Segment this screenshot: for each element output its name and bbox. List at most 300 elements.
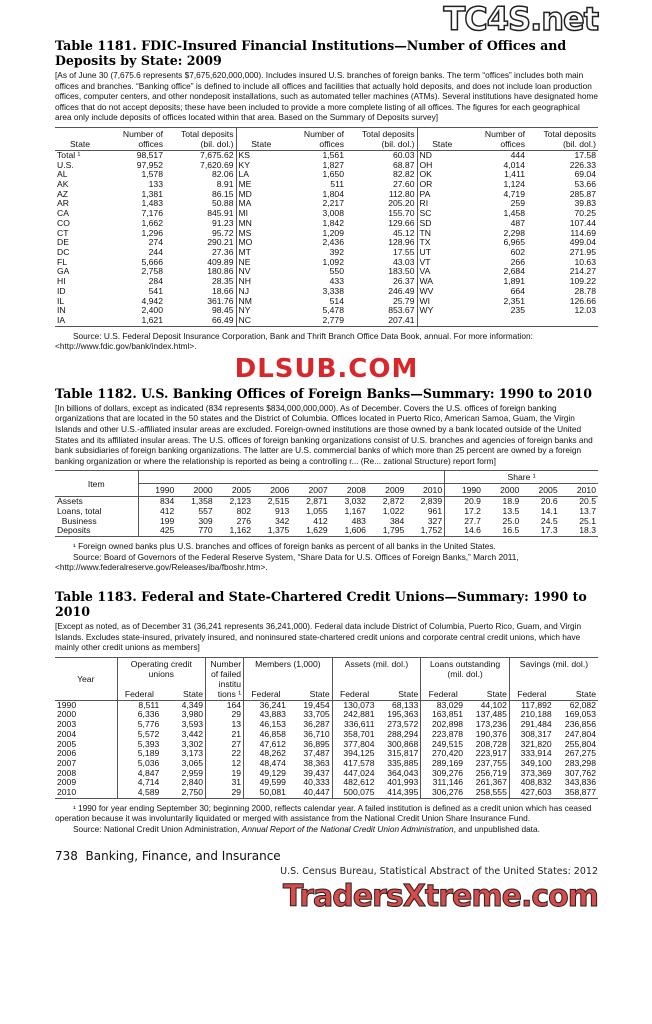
state-cell	[55, 199, 105, 209]
offices-cell: 284	[148, 277, 163, 287]
deposits-cell: 499.04	[569, 238, 596, 248]
state-cell	[236, 316, 286, 326]
page-footer	[55, 849, 598, 864]
year-label: 2008	[57, 768, 77, 778]
offices-cell: 1,842	[322, 218, 344, 228]
value-cell: 47,612	[244, 740, 288, 750]
value-cell: 364,043	[387, 768, 419, 778]
state-cell	[417, 199, 467, 209]
offices-cell: 514	[329, 296, 344, 306]
value-cell: 333,914	[509, 749, 553, 759]
value-cell: 62,082	[569, 700, 596, 710]
value-cell: 3,980	[181, 710, 204, 720]
deposits-cell: 10.63	[574, 257, 596, 267]
state-cell	[236, 277, 286, 287]
value-cell: 414,395	[387, 788, 419, 798]
table-row	[55, 209, 598, 219]
offices-cell: 1,483	[141, 199, 163, 209]
state-label: NC	[238, 315, 251, 325]
deposits-cell: 82.06	[211, 170, 234, 180]
offices-cell: 1,891	[503, 277, 525, 287]
col-year: 2007	[291, 484, 329, 497]
col-state: State	[554, 685, 598, 700]
state-label: MS	[238, 228, 252, 238]
value-cell: 164	[206, 700, 244, 710]
state-label: MT	[238, 248, 251, 257]
col-federal: Federal	[244, 685, 288, 700]
col-state: State	[236, 127, 286, 150]
value-cell: 33,705	[303, 710, 330, 720]
state-cell	[236, 170, 286, 180]
table-1181-source: Source: U.S. Federal Deposit Insurance Corporation, Bank and Thrift Branch Office Data Book, annual. For more information: <http://www.fdic.gov/bank/index.html>.	[55, 330, 533, 352]
offices-cell: 5,478	[322, 306, 344, 316]
value-cell: 291,484	[509, 720, 553, 730]
value-cell: 13	[206, 720, 244, 730]
state-label: ME	[238, 180, 252, 190]
value-cell: 4,714	[117, 778, 161, 788]
value-cell: 237,755	[475, 758, 507, 768]
state-cell	[55, 267, 105, 277]
table-1182-footnote: ¹ Foreign owned banks plus U.S. branches and offices of foreign banks as percent of all banks in the United States.	[73, 541, 496, 552]
deposits-cell: 845.91	[207, 209, 234, 219]
state-label: SD	[419, 218, 432, 228]
value-cell: 36,287	[303, 720, 330, 730]
value-cell: 412	[138, 507, 176, 517]
value-cell: 1,375	[267, 526, 290, 536]
state-label: MI	[238, 209, 249, 219]
col-group-operating: Operating credit unions	[117, 657, 206, 685]
share-cell: 20.6	[540, 496, 558, 507]
item-cell	[55, 526, 138, 536]
share-cell: 14.1	[540, 507, 558, 517]
table-row	[55, 788, 598, 798]
value-cell: 40,447	[303, 788, 330, 798]
col-year: 2009	[368, 484, 406, 497]
table-row	[55, 161, 598, 171]
value-cell: 273,572	[387, 720, 419, 730]
state-label: ND	[419, 150, 432, 160]
value-cell: 394,125	[332, 749, 376, 759]
value-cell: 29	[206, 710, 244, 720]
state-label: SC	[419, 209, 432, 219]
deposits-cell: 180.86	[207, 267, 234, 277]
offices-cell: 550	[329, 267, 344, 277]
state-cell	[417, 316, 467, 326]
state-label: PA	[419, 189, 431, 199]
offices-cell: 259	[510, 199, 525, 209]
state-cell	[236, 180, 286, 190]
value-cell: 425	[138, 526, 176, 536]
offices-cell: 664	[510, 286, 525, 296]
value-cell: 40,333	[303, 778, 330, 788]
col-share-year: 2000	[483, 484, 521, 497]
value-cell: 307,762	[564, 768, 596, 778]
state-cell	[55, 219, 105, 229]
value-cell: 270,420	[421, 749, 465, 759]
col-state: State	[465, 685, 509, 700]
value-cell: 4,589	[117, 788, 161, 798]
value-cell: 199	[138, 517, 176, 527]
year-cell	[55, 720, 117, 730]
state-label: CT	[57, 228, 69, 238]
col-deposits: Total deposits (bil. dol.)	[165, 127, 236, 150]
deposits-cell: 853.67	[388, 306, 415, 316]
col-offices: Number of offices	[286, 127, 346, 150]
deposits-cell: 70.25	[574, 209, 596, 219]
value-cell: 961	[427, 507, 443, 517]
deposits-cell: 60.03	[392, 150, 415, 160]
value-cell: 384	[389, 516, 405, 526]
state-label: Total ¹	[57, 150, 81, 160]
value-cell: 5,036	[117, 759, 161, 769]
state-cell	[417, 180, 467, 190]
state-label: WI	[419, 296, 430, 306]
value-cell: 249,515	[421, 740, 465, 750]
table-1183-section	[55, 589, 598, 835]
deposits-cell: 39.83	[574, 199, 596, 209]
table-1181-title: Table 1181. FDIC-Insured Financial Institutions—Number of Offices and Deposits by State: 2009	[55, 38, 567, 68]
state-label: OK	[419, 170, 432, 180]
value-cell: 50,081	[244, 788, 288, 798]
value-cell: 309,276	[421, 769, 465, 779]
year-cell	[55, 788, 117, 798]
value-cell: 195,363	[387, 710, 419, 720]
value-cell: 401,993	[387, 778, 419, 788]
value-cell: 447,024	[332, 769, 376, 779]
state-cell	[417, 229, 467, 239]
value-cell: 5,393	[117, 740, 161, 750]
col-item: Item	[55, 471, 138, 497]
offices-cell: 1,296	[141, 228, 163, 238]
value-cell: 43,883	[244, 710, 288, 720]
deposits-cell: 107.44	[569, 218, 596, 228]
deposits-cell: 128.96	[388, 238, 415, 248]
state-cell	[55, 277, 105, 287]
value-cell: 49,129	[244, 769, 288, 779]
state-cell	[236, 199, 286, 209]
col-federal: Federal	[421, 685, 465, 700]
value-cell: 1,629	[306, 526, 328, 536]
state-cell	[55, 287, 105, 297]
value-cell: 4,847	[117, 769, 161, 779]
col-year: 1990	[138, 484, 176, 497]
value-cell: 3,173	[181, 749, 204, 759]
state-label: AL	[57, 170, 68, 180]
value-cell: 2,123	[229, 496, 251, 507]
value-cell: 770	[198, 526, 213, 536]
state-label: WA	[419, 277, 434, 287]
state-cell	[417, 219, 467, 229]
deposits-cell: 109.22	[569, 277, 596, 287]
watermark-middle-band	[55, 352, 598, 386]
col-failed: Number of failed institu tions ¹	[206, 657, 244, 700]
col-group-years	[138, 471, 445, 484]
value-cell: 83,029	[421, 700, 465, 710]
table-row	[55, 720, 598, 730]
offices-cell: 2,684	[503, 267, 525, 277]
watermark-bottom-band	[55, 878, 598, 918]
year-cell	[55, 759, 117, 769]
value-cell: 258,555	[475, 788, 507, 798]
year-cell	[55, 769, 117, 779]
share-cell: 18.9	[502, 496, 520, 507]
table-row	[55, 170, 598, 180]
deposits-cell: 43.03	[392, 257, 415, 267]
col-deposits: Total deposits (bil. dol.)	[527, 127, 598, 150]
value-cell: 242,881	[332, 710, 376, 720]
table-1182	[55, 470, 598, 537]
deposits-cell: 214.27	[569, 267, 596, 277]
state-cell	[55, 209, 105, 219]
value-cell: 373,369	[509, 769, 553, 779]
offices-cell: 7,176	[141, 209, 163, 219]
year-cell	[55, 740, 117, 750]
state-label: HI	[57, 277, 66, 287]
watermark-logo-bottom: TradersXtreme.com	[283, 878, 598, 914]
watermark-top-band	[55, 0, 598, 38]
value-cell: 309	[198, 516, 213, 526]
table-1182-body	[55, 497, 598, 537]
state-label: CA	[57, 209, 69, 219]
offices-cell: 1,411	[504, 170, 525, 180]
state-label: VT	[419, 257, 431, 267]
table-row	[55, 219, 598, 229]
deposits-cell: 17.55	[392, 248, 415, 257]
value-cell: 412	[313, 516, 328, 526]
col-state: State	[288, 685, 332, 700]
state-cell	[236, 258, 286, 268]
offices-cell: 3,338	[322, 286, 344, 296]
state-label: NE	[238, 257, 251, 267]
value-cell: 321,820	[509, 740, 553, 750]
deposits-cell: 7,620.69	[200, 160, 234, 170]
table-row	[55, 258, 598, 268]
table-1182-title: Table 1182. U.S. Banking Offices of Foreign Banks—Summary: 1990 to 2010	[55, 385, 592, 401]
offices-cell: 1,458	[503, 209, 525, 219]
table-row	[55, 306, 598, 316]
deposits-cell: 271.95	[569, 248, 596, 257]
state-cell	[417, 150, 467, 160]
deposits-cell: 155.70	[388, 209, 415, 219]
value-cell: 3,593	[181, 720, 204, 730]
offices-cell: 6,965	[503, 238, 525, 248]
value-cell: 36,241	[244, 700, 288, 710]
state-cell	[236, 238, 286, 248]
deposits-cell: 27.60	[392, 180, 415, 190]
value-cell: 327	[427, 516, 443, 526]
deposits-cell	[527, 316, 598, 326]
col-year: 2006	[253, 484, 291, 497]
year-cell	[55, 778, 117, 788]
state-cell	[55, 258, 105, 268]
offices-cell: 444	[510, 150, 525, 160]
table-row	[55, 248, 598, 258]
state-cell	[236, 248, 286, 258]
value-cell: 3,065	[181, 758, 204, 768]
state-label: U.S.	[57, 160, 74, 170]
offices-cell: 1,209	[322, 228, 344, 238]
offices-cell: 1,804	[322, 189, 344, 199]
offices-cell: 235	[510, 306, 525, 316]
value-cell: 336,611	[332, 720, 376, 730]
value-cell: 169,053	[564, 710, 596, 720]
col-year: 2000	[176, 484, 214, 497]
offices-cell: 2,400	[141, 306, 163, 316]
deposits-cell: 98.45	[211, 306, 234, 316]
deposits-cell: 409.89	[207, 257, 234, 267]
deposits-cell: 246.49	[388, 286, 415, 296]
value-cell: 210,188	[509, 710, 553, 720]
value-cell: 21	[206, 730, 244, 740]
state-cell	[55, 297, 105, 307]
state-cell	[236, 306, 286, 316]
table-1182-intro: [In billions of dollars, except as indicated (834 represents $834,000,000,000). As of December. Covers the U.S. offices of foreign banking organizations that are located in the 50 states and the District of Columbia. Offices located in Puerto Rico, American Samoa, Guam, the Virgin Islands and other U.S.-affiliated insular areas are excluded. Foreign-owned institutions are those owned by a bank located outside of the United States and its affiliated insular areas. The U.S. offices of foreign banking organizations consist of U.S. branches and agencies of foreign banks and bank subsidiaries of foreign banking organizations. The latter are U.S. commercial banks of which more than 25 percent are owned by a foreign banking organization or where the relationship is reported as being a controlling r... (Re... zational Structure) report form]	[55, 402, 593, 466]
watermark-logo-middle: DLSUB.COM	[234, 353, 419, 384]
state-cell	[417, 277, 467, 287]
value-cell: 417,578	[332, 759, 376, 769]
state-cell	[55, 306, 105, 316]
year-label: 2005	[57, 739, 77, 749]
offices-cell: 392	[329, 248, 344, 257]
value-cell: 3,032	[344, 496, 366, 507]
offices-cell: 1,827	[322, 160, 344, 170]
state-cell	[417, 287, 467, 297]
col-group-members: Members (1,000)	[244, 657, 333, 685]
state-cell	[236, 297, 286, 307]
offices-cell: 2,217	[322, 199, 344, 209]
state-label: OR	[419, 180, 433, 190]
state-cell	[417, 238, 467, 248]
value-cell: 38,363	[303, 758, 330, 768]
value-cell: 1,055	[306, 507, 328, 517]
table-1183-footnote: ¹ 1990 for year ending September 30; beginning 2000, reflects calendar year. A failed institution is defined as a credit union which has ceased operation because it was involuntarily liquidated or merged with assistance from the National Credit Union Share Insurance Fund.	[55, 802, 592, 824]
state-label: IN	[57, 306, 66, 316]
year-label: 1990	[57, 700, 77, 710]
table-1182-section	[55, 386, 598, 573]
value-cell: 1,752	[420, 526, 443, 536]
item-cell	[55, 507, 138, 517]
year-label: 2010	[57, 788, 77, 798]
value-cell: 44,102	[480, 700, 507, 710]
col-federal: Federal	[117, 685, 161, 700]
value-cell: 48,474	[244, 759, 288, 769]
table-row	[55, 778, 598, 788]
state-label: DE	[57, 238, 69, 248]
state-cell	[417, 267, 467, 277]
state-label: UT	[419, 248, 431, 257]
state-cell	[236, 219, 286, 229]
offices-cell	[467, 316, 527, 326]
value-cell: 5,776	[117, 720, 161, 730]
value-cell: 223,878	[421, 730, 465, 740]
offices-cell: 1,561	[322, 150, 344, 160]
year-cell	[55, 700, 117, 710]
value-cell: 1,795	[382, 526, 405, 536]
state-cell	[55, 316, 105, 326]
offices-cell: 4,014	[503, 160, 525, 170]
value-cell: 255,804	[564, 739, 596, 749]
value-cell: 2,840	[181, 778, 204, 788]
offices-cell: 1,381	[141, 189, 163, 199]
share-cell: 20.9	[445, 497, 483, 507]
value-cell: 49,599	[244, 778, 288, 788]
state-label: MA	[238, 199, 252, 209]
state-cell	[417, 161, 467, 171]
table-row	[55, 507, 598, 517]
deposits-cell: 66.49	[211, 315, 234, 325]
year-label: 2007	[57, 758, 77, 768]
year-cell	[55, 710, 117, 720]
value-cell: 343,836	[564, 778, 596, 788]
table-row	[55, 710, 598, 720]
source-text: Source: National Credit Union Administration,	[73, 823, 242, 834]
col-federal: Federal	[332, 685, 376, 700]
table-row	[55, 517, 598, 527]
offices-cell: 2,436	[322, 238, 344, 248]
col-state: State	[417, 127, 467, 150]
share-cell: 25.1	[579, 516, 596, 526]
value-cell: 306,276	[421, 788, 465, 798]
share-cell: 16.5	[502, 526, 520, 536]
state-label: IA	[57, 315, 66, 325]
value-cell: 8,511	[117, 700, 161, 710]
value-cell: 267,275	[564, 749, 596, 759]
state-label: LA	[238, 170, 250, 180]
state-label: NH	[238, 277, 251, 287]
state-cell	[236, 267, 286, 277]
year-label: 2000	[57, 710, 77, 720]
value-cell: 236,856	[564, 720, 596, 730]
state-label: DC	[57, 248, 70, 257]
value-cell: 3,442	[181, 729, 204, 739]
item-label: Assets	[57, 496, 83, 507]
publication-name: U.S. Census Bureau, Statistical Abstract of the United States: 2012	[280, 865, 598, 877]
value-cell: 223,917	[475, 749, 507, 759]
deposits-cell: 285.87	[569, 189, 596, 199]
table-row	[55, 287, 598, 297]
value-cell: 27	[206, 740, 244, 750]
state-label: KS	[238, 150, 250, 160]
section-name: Banking, Finance, and Insurance	[85, 848, 281, 863]
deposits-cell: 25.79	[392, 296, 415, 306]
table-1183-intro: [Except as noted, as of December 31 (36,241 represents 36,241,000). Federal data include District of Columbia, Puerto Rico, Guam, and Virgin Islands. Excludes state-insured, privately insured, and noninsured state-chartered credit unions and corporate central credit unions, which have mainly other credit unions as members]	[55, 620, 582, 653]
state-label: MN	[238, 218, 252, 228]
table-row	[55, 238, 598, 248]
col-year: 2008	[330, 484, 368, 497]
state-label: NJ	[238, 286, 250, 296]
year-label: 2006	[57, 749, 77, 759]
value-cell: 2,839	[420, 496, 443, 507]
value-cell: 19	[206, 769, 244, 779]
deposits-cell: 290.21	[207, 238, 234, 248]
col-group-share: Share ¹	[445, 471, 598, 484]
offices-cell: 2,351	[503, 296, 525, 306]
table-row	[55, 229, 598, 239]
year-cell	[55, 730, 117, 740]
table-row	[55, 749, 598, 759]
watermark-logo-top: TC4S.net	[443, 0, 598, 38]
share-cell: 27.7	[445, 517, 483, 527]
deposits-cell: 183.50	[388, 267, 415, 277]
state-cell	[236, 287, 286, 297]
value-cell: 2,871	[306, 496, 328, 507]
col-share-year: 2005	[521, 484, 559, 497]
deposits-cell: 68.87	[392, 160, 415, 170]
value-cell: 335,885	[387, 758, 419, 768]
value-cell: 1,606	[344, 526, 366, 536]
value-cell: 1,162	[229, 526, 251, 536]
state-label: OH	[419, 160, 433, 170]
